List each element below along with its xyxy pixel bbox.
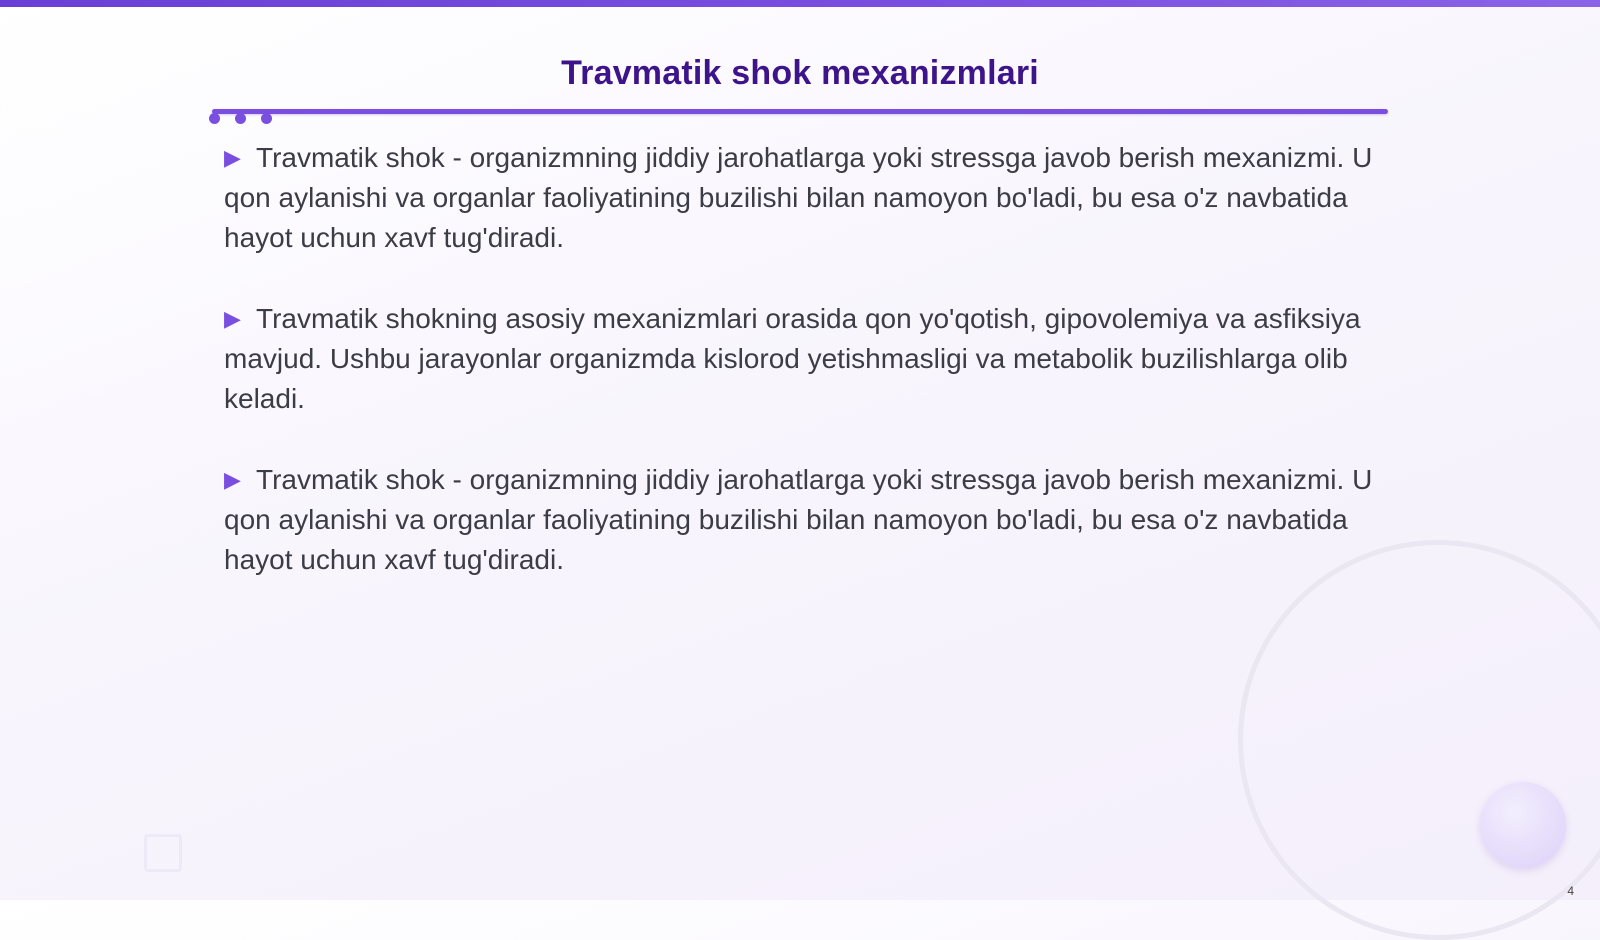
bullet-item bbox=[224, 138, 1384, 258]
decorative-dot-3 bbox=[261, 113, 272, 124]
top-accent-bar bbox=[0, 0, 1600, 7]
title-underline bbox=[212, 109, 1388, 114]
bullet-item bbox=[224, 460, 1384, 580]
decorative-dot-1 bbox=[209, 113, 220, 124]
bullet-arrow-icon: ▶ bbox=[224, 467, 241, 492]
page-number: 4 bbox=[1567, 884, 1574, 898]
bullet-arrow-icon: ▶ bbox=[224, 145, 241, 170]
bullet-item bbox=[224, 299, 1384, 419]
bullet-text: Travmatik shok - organizmning jiddiy jarohatlarga yoki stressga javob berish mexanizmi. U qon aylanishi va organlar faoliyatining buzilishi bilan namoyon bo'ladi, bu esa o'z navbatida hayot uchun xavf tug'diradi. bbox=[224, 464, 1373, 575]
bullet-arrow-icon: ▶ bbox=[224, 306, 241, 331]
bullet-text: Travmatik shokning asosiy mexanizmlari orasida qon yo'qotish, gipovolemiya va asfiksiya mavjud. Ushbu jarayonlar organizmda kislorod yetishmasligi va metabolik buzilishlarga olib keladi. bbox=[224, 303, 1361, 414]
slide-title: Travmatik shok mexanizmlari bbox=[561, 54, 1039, 92]
decorative-circle bbox=[1480, 782, 1566, 868]
decorative-dot-2 bbox=[235, 113, 246, 124]
bullet-list bbox=[224, 138, 1384, 621]
bullet-text: Travmatik shok - organizmning jiddiy jarohatlarga yoki stressga javob berish mexanizmi. U qon aylanishi va organlar faoliyatining buzilishi bilan namoyon bo'ladi, bu esa o'z navbatida hayot uchun xavf tug'diradi. bbox=[224, 142, 1373, 253]
decorative-square bbox=[144, 834, 182, 872]
